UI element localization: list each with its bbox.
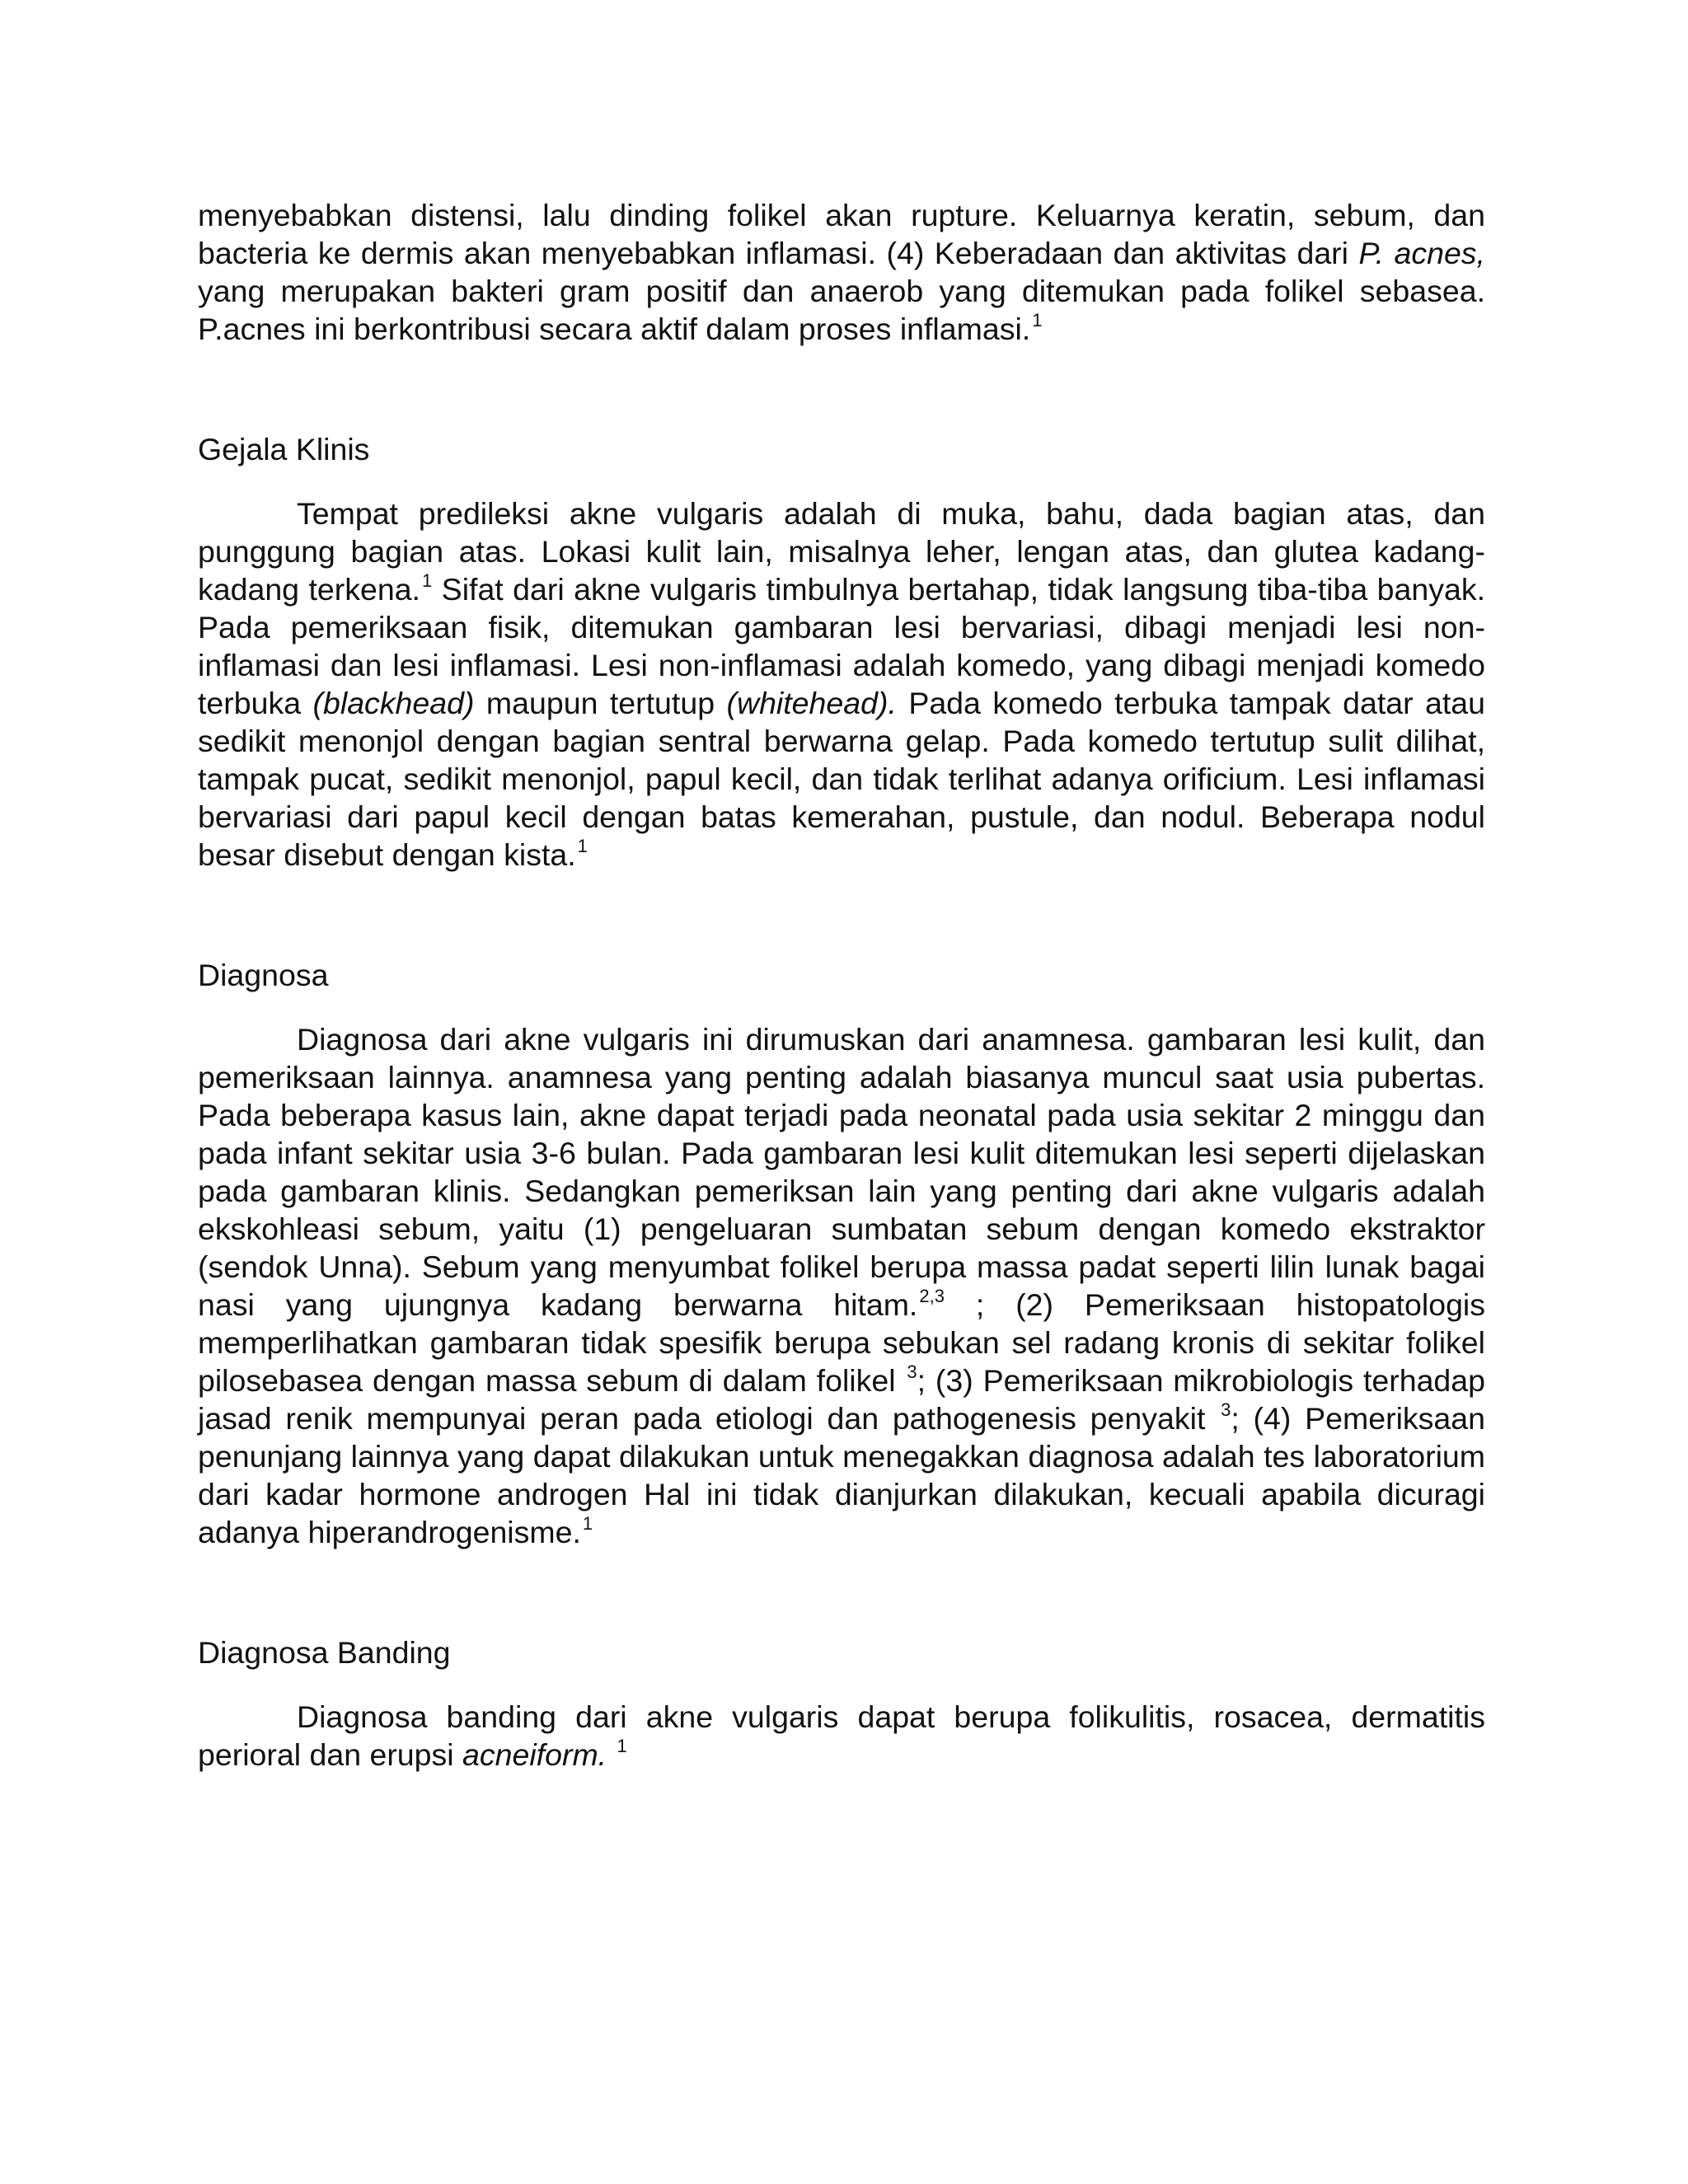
italic-term: (whitehead). bbox=[726, 686, 897, 720]
text-span: maupun tertutup bbox=[474, 686, 727, 720]
text-span: ; (3) Pemeriksaan mikrobiologis terhadap jasad renik mempunyai peran pada etiologi dan pathogenesis penyakit bbox=[198, 1363, 1485, 1436]
italic-term: P. acnes, bbox=[1358, 236, 1485, 270]
text-span: Diagnosa banding dari akne vulgaris dapat berupa folikulitis, rosacea, dermatitis perioral dan erupsi bbox=[198, 1699, 1485, 1772]
heading-diagnosa: Diagnosa bbox=[198, 958, 329, 992]
diagnosa-paragraph bbox=[198, 1020, 1485, 1551]
text-span: ; (4) Pemeriksaan penunjang lainnya yang dapat dilakukan untuk menegakkan diagnosa adalah tes laboratorium dari kadar hormone androgen Hal ini tidak dianjurkan dilakukan, kecuali apabila dicuragi adanya hiperandrogenisme. bbox=[198, 1401, 1485, 1549]
banding-paragraph bbox=[198, 1698, 1485, 1774]
citation-superscript: 2,3 bbox=[919, 1286, 945, 1306]
citation-superscript: 1 bbox=[617, 1736, 627, 1756]
intro-paragraph bbox=[198, 196, 1485, 348]
citation-superscript: 3 bbox=[907, 1361, 917, 1382]
document-page bbox=[198, 196, 1485, 1774]
italic-term: (blackhead) bbox=[312, 686, 475, 720]
gejala-paragraph bbox=[198, 494, 1485, 874]
italic-term: acneiform. bbox=[462, 1737, 607, 1772]
heading-gejala-klinis: Gejala Klinis bbox=[198, 432, 370, 466]
citation-superscript: 1 bbox=[421, 570, 433, 591]
citation-superscript: 1 bbox=[1032, 310, 1043, 330]
text-span: Sifat dari akne vulgaris timbulnya bertahap, tidak langsung tiba-tiba banyak. Pada pemeriksaan fisik, ditemukan gambaran lesi bervariasi, dibagi menjadi lesi non-inflamasi dan lesi inflamasi. Lesi non-inflamasi adalah komedo, yang dibagi menjadi komedo terbuka bbox=[198, 572, 1485, 720]
text-span: yang merupakan bakteri gram positif dan anaerob yang ditemukan pada folikel sebasea. P.acnes ini berkontribusi secara aktif dalam proses inflamasi. bbox=[198, 274, 1485, 346]
text-span: menyebabkan distensi, lalu dinding folikel akan rupture. Keluarnya keratin, sebum, dan bacteria ke dermis akan menyebabkan inflamasi. (4) Keberadaan dan aktivitas dari bbox=[198, 198, 1485, 270]
citation-superscript: 1 bbox=[577, 836, 588, 856]
citation-superscript: 1 bbox=[582, 1513, 593, 1534]
text-span: Tempat predileksi akne vulgaris adalah di muka, bahu, dada bagian atas, dan punggung bagian atas. Lokasi kulit lain, misalnya leher, lengan atas, dan glutea kadang-kadang terkena. bbox=[198, 496, 1485, 607]
text-span: Diagnosa dari akne vulgaris ini dirumuskan dari anamnesa. gambaran lesi kulit, dan pemeriksaan lainnya. anamnesa yang penting adalah biasanya muncul saat usia pubertas. Pada beberapa kasus lain, akne dapat terjadi pada neonatal pada usia sekitar 2 minggu dan pada infant sekitar usia 3-6 bulan. Pada gambaran lesi kulit ditemukan lesi seperti dijelaskan pada gambaran klinis. Sedangkan pemeriksan lain yang penting dari akne vulgaris adalah ekskohleasi sebum, yaitu (1) pengeluaran sumbatan sebum dengan komedo ekstraktor (sendok Unna). Sebum yang menyumbat folikel berupa massa padat seperti lilin lunak bagai nasi yang ujungnya kadang berwarna hitam. bbox=[198, 1022, 1485, 1322]
heading-diagnosa-banding: Diagnosa Banding bbox=[198, 1635, 451, 1670]
text-span: ; (2) Pemeriksaan histopatologis memperlihatkan gambaran tidak spesifik berupa sebukan sel radang kronis di sekitar folikel pilosebasea dengan massa sebum di dalam folikel bbox=[198, 1287, 1486, 1398]
citation-superscript: 3 bbox=[1221, 1399, 1231, 1420]
text-span: Pada komedo terbuka tampak datar atau sedikit menonjol dengan bagian sentral berwarna gelap. Pada komedo tertutup sulit dilihat, tampak pucat, sedikit menonjol, papul kecil, dan tidak terlihat adanya orificium. Lesi inflamasi bervariasi dari papul kecil dengan batas kemerahan, pustule, dan nodul. Beberapa nodul besar disebut dengan kista. bbox=[198, 686, 1486, 872]
